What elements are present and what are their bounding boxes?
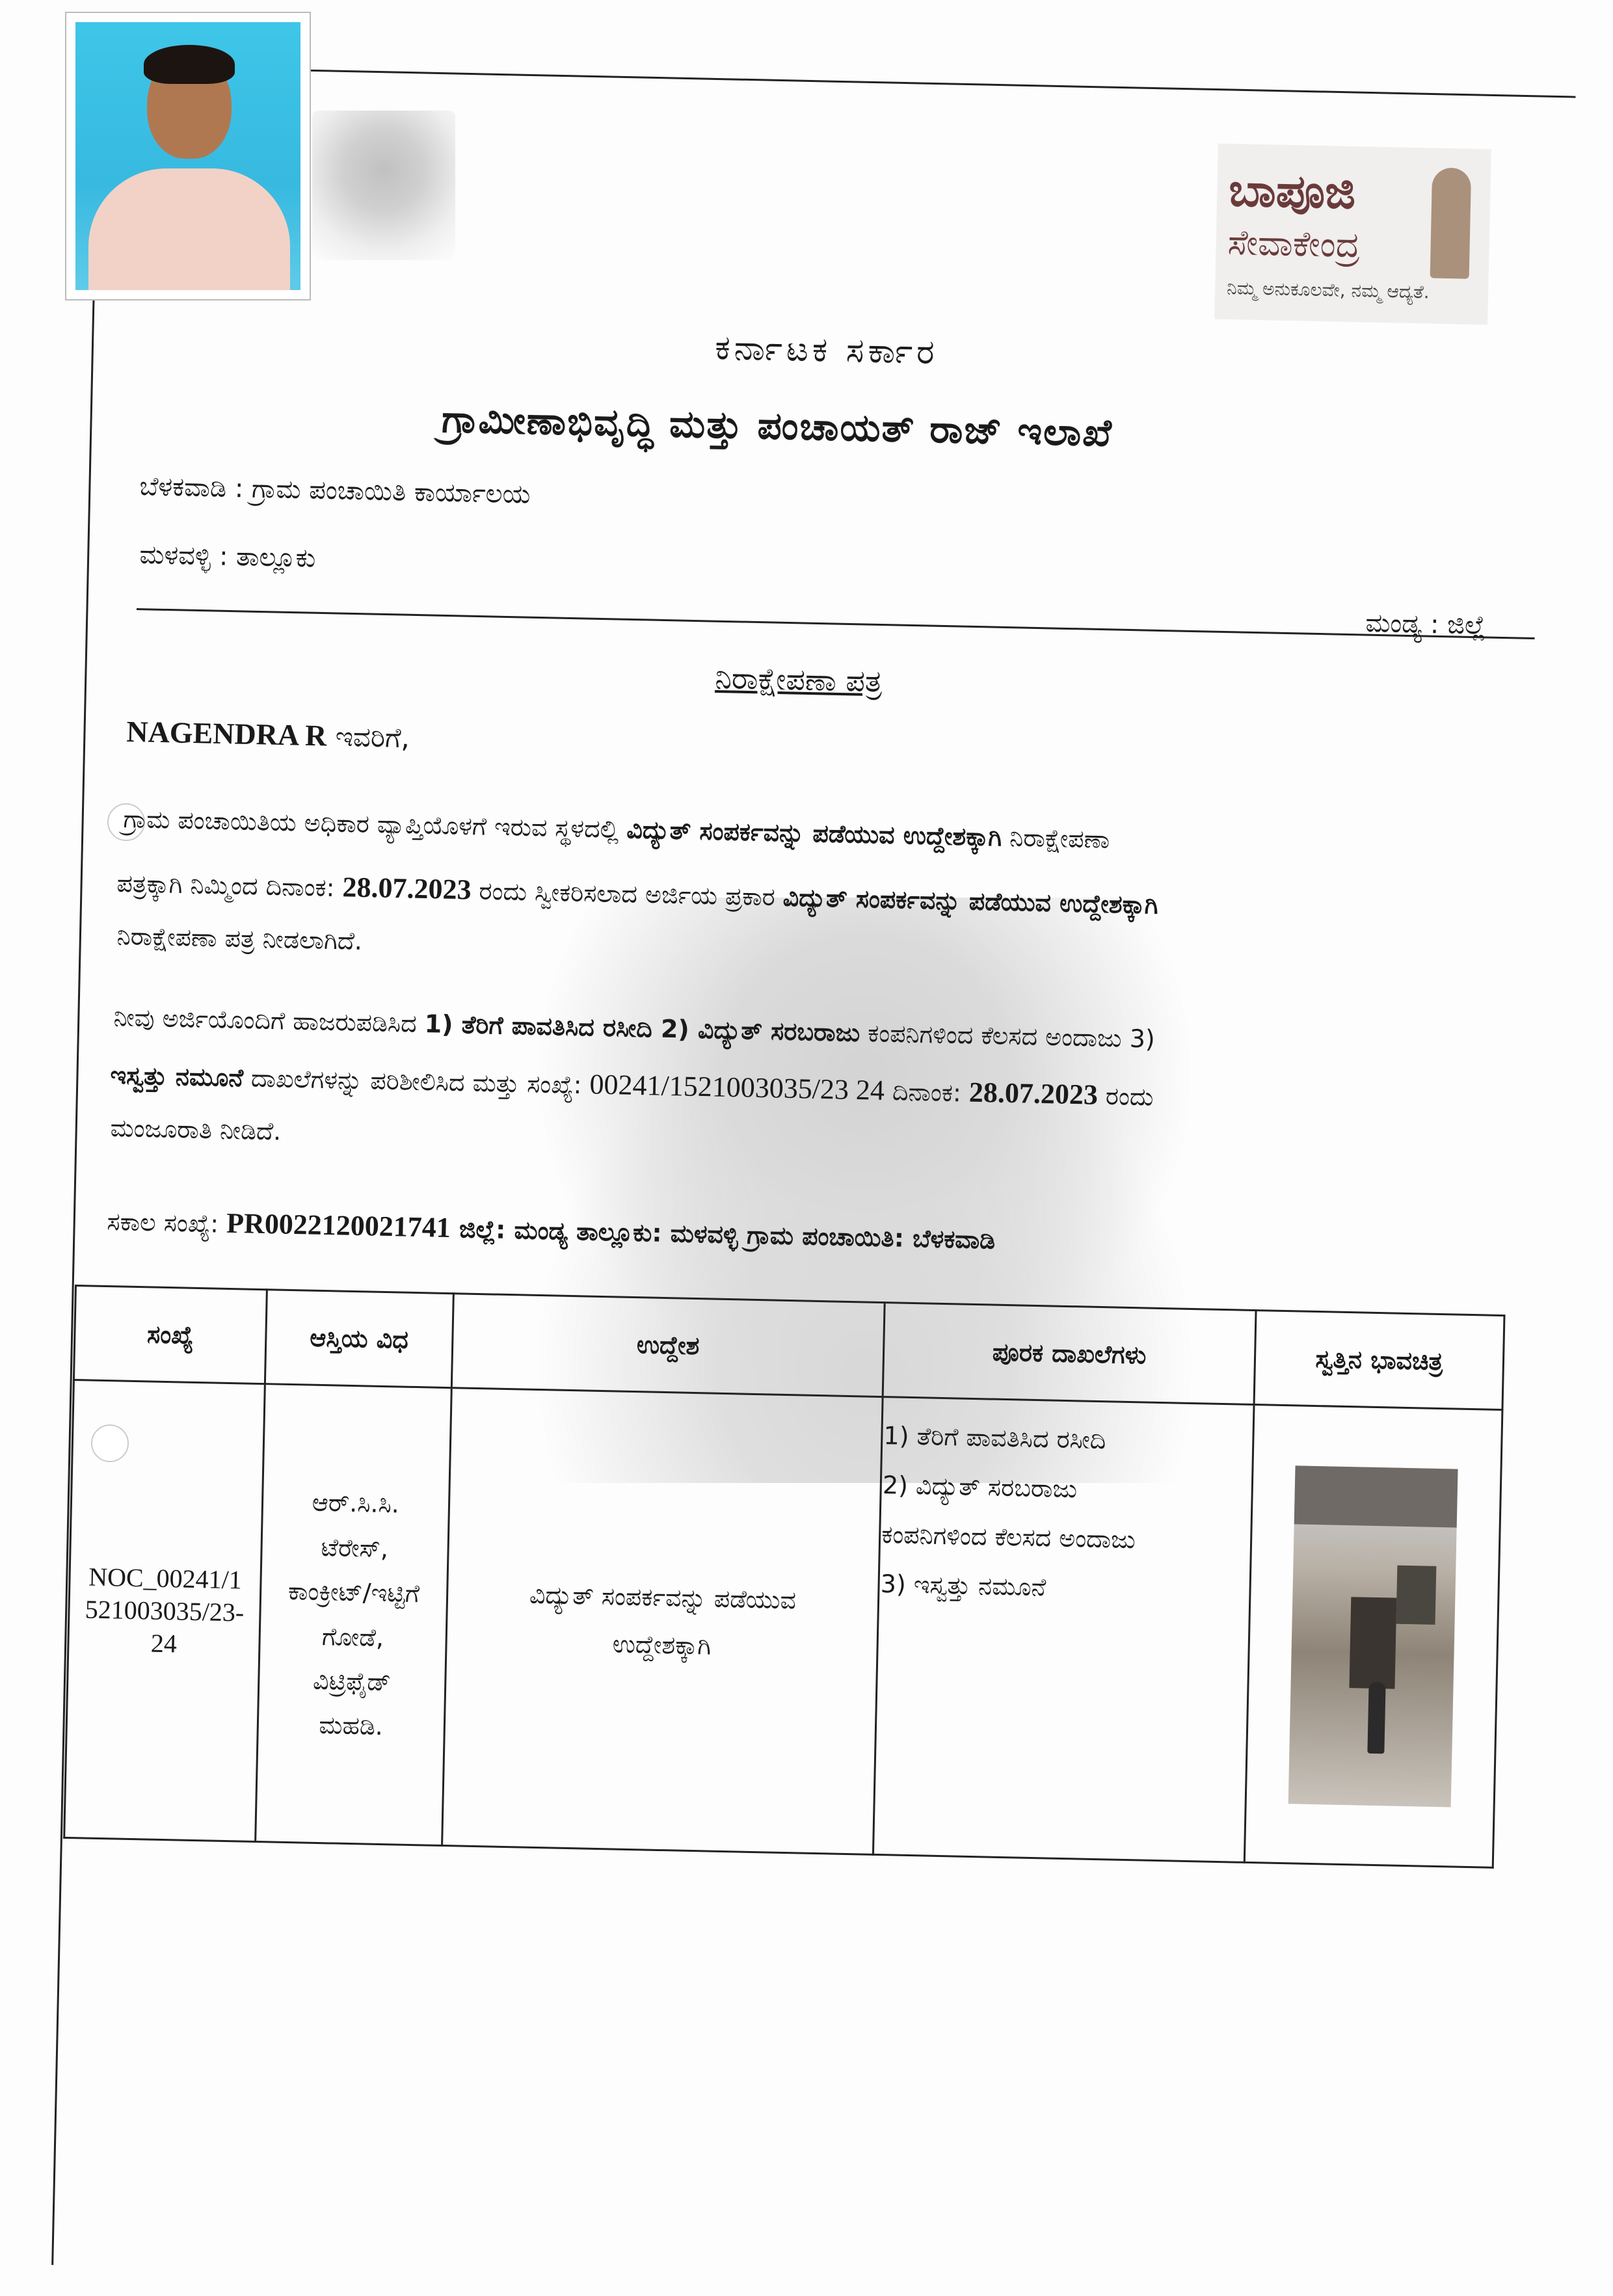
district-line: ಮಂಡ್ಯ : ಜಿಲ್ಲೆ	[1365, 608, 1486, 641]
cell-property-type: ಆರ್.ಸಿ.ಸಿ. ಟೆರೇಸ್, ಕಾಂಕ್ರೀಟ್/ಇಟ್ಟಿಗೆ ಗೋಡೆ, ವಿಟ್ರಿಫೈಡ್ ಮಹಡಿ.	[256, 1384, 451, 1846]
addressee-name: NAGENDRA R	[126, 714, 327, 753]
para2-line2: ಇಸ್ವತ್ತು ನಮೂನೆ ದಾಖಲೆಗಳನ್ನು ಪರಿಶೀಲಿಸಿದ ಮತ್ತು ಸಂಖ್ಯೆ: 00241/1521003035/23 24 ದಿನಾಂಕ: 28.07.2023 ರಂದು	[110, 1060, 1154, 1112]
header-property-type: ಆಸ್ತಿಯ ವಿಧ	[265, 1290, 453, 1388]
karnataka-emblem-icon	[312, 111, 455, 260]
header-purpose: ಉದ್ದೇಶ	[451, 1294, 885, 1397]
para2-line3: ಮಂಜೂರಾತಿ ನೀಡಿದೆ.	[110, 1114, 282, 1146]
header-number: ಸಂಖ್ಯೆ	[73, 1286, 267, 1384]
table-row	[64, 1380, 1502, 1867]
cell-property-photo	[1244, 1405, 1502, 1868]
para1-line3: ನಿರಾಕ್ಷೇಪಣಾ ಪತ್ರ ನೀಡಲಾಗಿದೆ.	[116, 922, 363, 955]
property-photo	[1288, 1465, 1458, 1807]
para1-line1: ಗ್ರಾಮ ಪಂಚಾಯಿತಿಯ ಅಧಿಕಾರ ವ್ಯಾಪ್ತಿಯೊಳಗೆ ಇರುವ ಸ್ಥಳದಲ್ಲಿ ವಿದ್ಯುತ್ ಸಂಪರ್ಕವನ್ನು ಪಡೆಯುವ ಉದ್ದೇಶಕ್ಕಾಗಿ ನಿರಾಕ್ಷೇಪಣಾ	[123, 805, 1110, 854]
logo-tagline: ನಿಮ್ಮ ಅನುಕೂಲವೇ, ನಮ್ಮ ಆದ್ಯತೆ.	[1226, 276, 1430, 303]
taluk-line: ಮಳವಳ್ಳಿ : ತಾಲ್ಲೂಕು	[139, 540, 316, 574]
logo-line1: ಬಾಪೂಜಿ	[1228, 163, 1357, 220]
gandhi-figure-icon	[1430, 168, 1472, 279]
addressee-suffix: ಇವರಿಗೆ,	[335, 720, 410, 754]
para1-line2: ಪತ್ರಕ್ಕಾಗಿ ನಿಮ್ಮಿಂದ ದಿನಾಂಕ: 28.07.2023 ರಂದು ಸ್ವೀಕರಿಸಲಾದ ಅರ್ಜಿಯ ಪ್ರಕಾರ ವಿದ್ಯುತ್ ಸಂಪರ್ಕವನ್ನು ಪಡೆಯುವ ಉದ್ದೇಶಕ್ಕಾಗಿ	[116, 868, 1159, 920]
sakala-line: ಸಕಾಲ ಸಂಖ್ಯೆ: PR0022120021741 ಜಿಲ್ಲೆ: ಮಂಡ್ಯ ತಾಲ್ಲೂಕು: ಮಳವಳ್ಳಿ ಗ್ರಾಮ ಪಂಚಾಯಿತಿ: ಬೆಳಕವಾಡಿ	[107, 1207, 996, 1255]
logo-line2: ಸೇವಾಕೇಂದ್ರ	[1227, 221, 1361, 266]
punch-hole-icon	[91, 1424, 129, 1462]
office-line: ಬೆಳಕವಾಡಿ : ಗ್ರಾಮ ಪಂಚಾಯಿತಿ ಕಾರ್ಯಾಲಯ	[139, 472, 531, 510]
cell-supporting-docs: 1) ತೆರಿಗೆ ಪಾವತಿಸಿದ ರಸೀದಿ 2) ವಿದ್ಯುತ್ ಸರಬರಾಜು ಕಂಪನಿಗಳಿಂದ ಕೆಲಸದ ಅಂದಾಜು 3) ಇಸ್ವತ್ತು ನಮೂನೆ	[873, 1397, 1254, 1863]
letter-heading: ನಿರಾಕ್ಷೇಪಣಾ ಪತ್ರ	[714, 660, 883, 699]
department-title: ಗ್ರಾಮೀಣಾಭಿವೃದ್ಧಿ ಮತ್ತು ಪಂಚಾಯತ್ ರಾಜ್ ಇಲಾಖೆ	[441, 397, 1113, 455]
cell-purpose: ವಿದ್ಯುತ್ ಸಂಪರ್ಕವನ್ನು ಪಡೆಯುವ ಉದ್ದೇಶಕ್ಕಾಗಿ	[442, 1388, 883, 1855]
applicant-photo	[65, 12, 311, 300]
bapuji-sevakendra-logo	[1214, 144, 1491, 325]
government-title: ಕರ್ನಾಟಕ ಸರ್ಕಾರ	[714, 328, 939, 373]
cell-noc-number: NOC_00241/1 521003035/23- 24	[64, 1380, 265, 1841]
noc-table	[63, 1285, 1505, 1869]
header-supporting-docs: ಪೂರಕ ದಾಖಲೆಗಳು	[883, 1303, 1256, 1405]
addressee	[126, 714, 410, 754]
header-property-photo: ಸ್ವತ್ತಿನ ಭಾವಚಿತ್ರ	[1254, 1311, 1504, 1410]
para2-line1: ನೀವು ಅರ್ಜಿಯೊಂದಿಗೆ ಹಾಜರುಪಡಿಸಿದ 1) ತೆರಿಗೆ ಪಾವತಿಸಿದ ರಸೀದಿ 2) ವಿದ್ಯುತ್ ಸರಬರಾಜು ಕಂಪನಿಗಳಿಂದ ಕೆಲಸದ ಅಂದಾಜು 3)	[113, 1003, 1156, 1054]
